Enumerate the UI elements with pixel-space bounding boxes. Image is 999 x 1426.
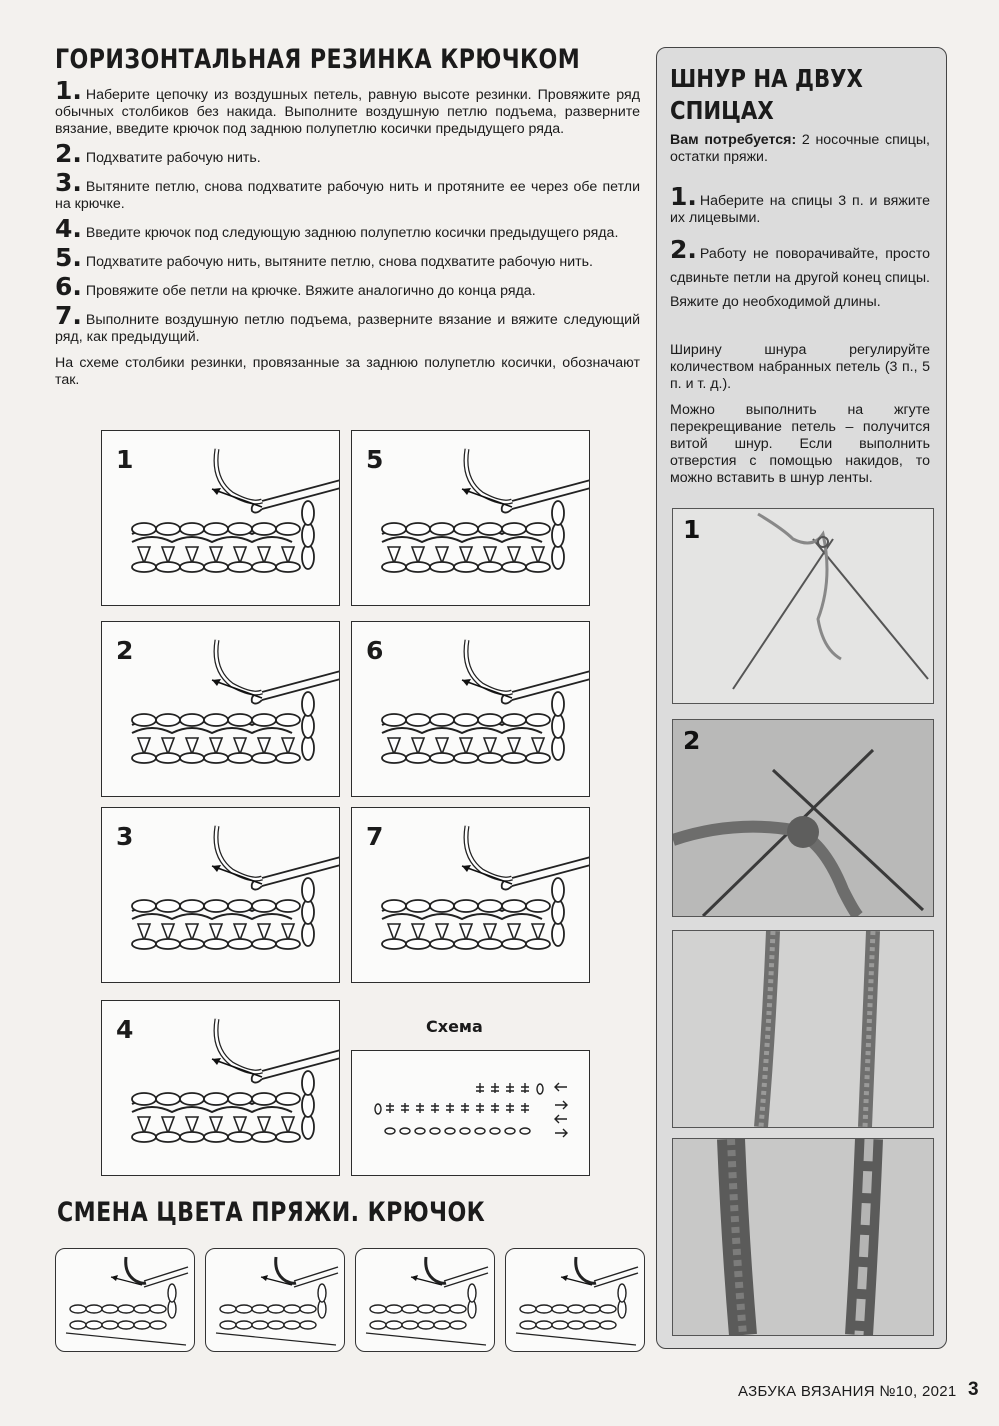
- step-1: [55, 76, 640, 138]
- step-3: [55, 168, 640, 213]
- step-number: 1.: [670, 182, 697, 211]
- crochet-mini-diagram: [56, 1249, 194, 1351]
- sidebar-step-2: [670, 235, 930, 314]
- crochet-diagram: [352, 622, 589, 796]
- illustration-panel-6: [351, 621, 590, 797]
- step-number: 5.: [55, 243, 82, 272]
- step-2: [55, 139, 640, 168]
- sidebar-needs: [670, 132, 930, 166]
- sidebar-paragraph-1: Ширину шнура регулируйте количеством набранных петель (3 п., 5 п. и т. д.).: [670, 342, 930, 392]
- knitted-cords-photo: [673, 931, 933, 1127]
- step-text: Выполните воздушную петлю подъема, разверните вязание и вяжите следующий ряд, как предыдущий.: [55, 312, 640, 345]
- step-number: 1.: [55, 76, 82, 105]
- panel-number: 4: [116, 1015, 134, 1044]
- step-text: Подхватите рабочую нить, вытяните петлю, снова подхватите рабочую нить.: [85, 254, 593, 270]
- panel-number: 6: [366, 636, 384, 665]
- step-6: [55, 272, 640, 301]
- sidebar-step-1: [670, 182, 930, 227]
- illustration-panel-5: [351, 430, 590, 606]
- step-4: [55, 214, 640, 243]
- section-title-horizontal-rib: ГОРИЗОНТАЛЬНАЯ РЕЗИНКА КРЮЧКОМ: [55, 44, 581, 75]
- crochet-diagram: [102, 622, 339, 796]
- needles-yarn-photo: [673, 509, 933, 703]
- scheme-note: На схеме столбики резинки, провязанные за заднюю полупетлю косички, обозначают так.: [55, 355, 640, 388]
- panel-number: 2: [116, 636, 134, 665]
- illustration-panel-7: [351, 807, 590, 983]
- sidebar-paragraph-2: Можно выполнить на жгуте перекрещивание петель – получится витой шнур. Если выполнить отверстия с помощью накидов, то можно вставить в шнур ленты.: [670, 402, 930, 486]
- sidebar-title-line-1: ШНУР НА ДВУХ: [670, 64, 863, 93]
- photo-cords: [672, 930, 934, 1128]
- needs-label: Вам потребуется:: [670, 132, 797, 148]
- panel-number: 3: [116, 822, 134, 851]
- page-number: 3: [968, 1379, 979, 1400]
- step-number: 7.: [55, 301, 82, 330]
- needs-text: 2 носочные спицы, остатки пряжи.: [670, 132, 930, 165]
- step-number: 2.: [670, 235, 697, 264]
- illustration-panel-1: [101, 430, 340, 606]
- step-text: Подхватите рабочую нить.: [85, 150, 261, 166]
- step-number: 2.: [55, 139, 82, 168]
- sidebar-title: [670, 63, 942, 127]
- photo-number: 2: [683, 726, 701, 755]
- panel-number: 1: [116, 445, 134, 474]
- step-text: Наберите цепочку из воздушных петель, равную высоте резинки. Провяжите ряд обычных столбиков без накида. Выполните воздушную петлю подъема, разверните вязание, введите крючок под заднюю полупетлю косички предыдущего ряда.: [55, 87, 640, 137]
- footer-publication: АЗБУКА ВЯЗАНИЯ №10, 2021: [738, 1383, 957, 1400]
- scheme-panel: [351, 1050, 590, 1176]
- step-number: 4.: [55, 214, 82, 243]
- crochet-mini-diagram: [356, 1249, 494, 1351]
- crochet-diagram: [102, 431, 339, 605]
- scheme-diagram: [352, 1051, 589, 1175]
- step-number: 3.: [55, 168, 82, 197]
- step-text: Работу не поворачивайте, просто сдвиньте петли на другой конец спицы. Вяжите до необходимой длины.: [670, 246, 930, 310]
- step-7: [55, 301, 640, 346]
- color-change-illustration-2: [205, 1248, 345, 1352]
- photo-number: 1: [683, 515, 701, 544]
- color-change-illustration-3: [355, 1248, 495, 1352]
- illustration-panel-4: [101, 1000, 340, 1176]
- scheme-label: Схема: [426, 1017, 483, 1036]
- needles-knitting-photo: [673, 720, 933, 916]
- crochet-diagram: [102, 808, 339, 982]
- sidebar-title-line-2: СПИЦАХ: [670, 96, 774, 125]
- crochet-diagram: [102, 1001, 339, 1175]
- crochet-mini-diagram: [206, 1249, 344, 1351]
- color-change-illustration-1: [55, 1248, 195, 1352]
- step-text: Наберите на спицы 3 п. и вяжите их лицевыми.: [670, 193, 930, 226]
- steps-list: [55, 76, 640, 403]
- photo-cords-ribbon: [672, 1138, 934, 1336]
- crochet-diagram: [352, 808, 589, 982]
- step-text: Введите крючок под следующую заднюю полупетлю косички предыдущего ряда.: [85, 225, 619, 241]
- photo-cast-on: [672, 508, 934, 704]
- step-text: Вытяните петлю, снова подхватите рабочую нить и протяните ее через обе петли на крючке.: [55, 179, 640, 212]
- panel-number: 5: [366, 445, 384, 474]
- illustration-panel-2: [101, 621, 340, 797]
- step-text: Провяжите обе петли на крючке. Вяжите аналогично до конца ряда.: [85, 283, 536, 299]
- color-change-illustration-4: [505, 1248, 645, 1352]
- panel-number: 7: [366, 822, 384, 851]
- step-5: [55, 243, 640, 272]
- illustration-panel-3: [101, 807, 340, 983]
- crochet-diagram: [352, 431, 589, 605]
- photo-knitting: [672, 719, 934, 917]
- step-number: 6.: [55, 272, 82, 301]
- crochet-mini-diagram: [506, 1249, 644, 1351]
- cords-with-ribbon-photo: [673, 1139, 933, 1335]
- section-title-color-change: СМЕНА ЦВЕТА ПРЯЖИ. КРЮЧОК: [57, 1197, 486, 1228]
